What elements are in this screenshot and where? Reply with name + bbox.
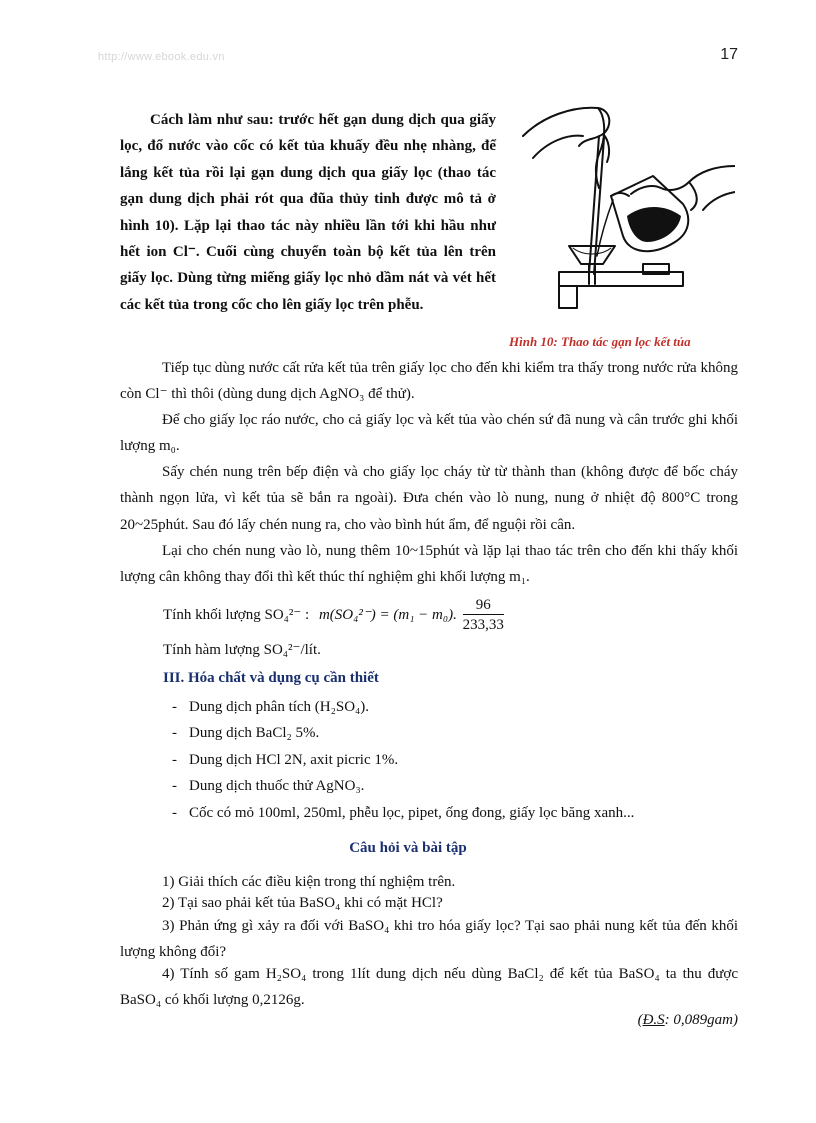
formula-label: Tính khối lượng SO₄²⁻ : <box>163 606 310 623</box>
content-line: Tính hàm lượng SO₄²⁻/lít. <box>163 642 321 658</box>
paragraph-heat: Sấy chén nung trên bếp điện và cho giấy lọc cháy từ từ thành than (không được để bốc cháy thành ngọn lửa, vì kết tủa sẽ bắn ra ngoài). Đưa chén vào lò nung, nung ở nhiệt độ 800°C trong 20~25phút. Sau đó lấy chén nung ra, cho vào bình hút ẩm, để nguội rồi cân. <box>120 464 738 533</box>
list-item: - Dung dịch HCl 2N, axit picric 1%. <box>172 747 634 773</box>
answer: (Đ.S: 0,089gam) <box>637 1012 738 1028</box>
intro-paragraph <box>120 107 496 318</box>
figure-caption: Hình 10: Thao tác gạn lọc kết tủa <box>509 334 691 349</box>
page-number: 17 <box>720 46 738 63</box>
question-1: 1) Giải thích các điều kiện trong thí nghiệm trên. <box>162 874 456 890</box>
header-url[interactable]: http://www.ebook.edu.vn <box>98 51 225 63</box>
answer-value: : 0,089gam) <box>664 1012 738 1028</box>
list-item: - Cốc có mỏ 100ml, 250ml, phễu lọc, pipet, ống đong, giấy lọc băng xanh... <box>172 800 634 826</box>
filtration-illustration <box>503 96 735 326</box>
formula-numerator: 96 <box>463 596 504 615</box>
list-item: - Dung dịch thuốc thử AgNO₃. <box>172 773 634 799</box>
paragraph-rinse: Tiếp tục dùng nước cất rửa kết tủa trên giấy lọc cho đến khi kiểm tra thấy trong nước rửa không còn Cl⁻ thì thôi (dùng dung dịch AgNO₃ để thử). <box>120 360 738 403</box>
paragraph-repeat: Lại cho chén nung vào lò, nung thêm 10~15phút và lặp lại thao tác trên cho đến khi thấy khối lượng cân không thay đổi thì kết thúc thí nghiệm ghi khối lượng m₁. <box>120 543 738 586</box>
question-2: 2) Tại sao phải kết tủa BaSO₄ khi có mặt HCl? <box>162 895 443 911</box>
formula-expression: m(SO₄²⁻) = (m₁ − m₀). <box>318 606 457 623</box>
list-item: - Dung dịch BaCl₂ 5%. <box>172 720 634 746</box>
questions-heading: Câu hỏi và bài tập <box>349 840 467 856</box>
paragraph-dry: Để cho giấy lọc ráo nước, cho cả giấy lọc và kết tủa vào chén sứ đã nung và cân trước ghi khối lượng m₀. <box>120 412 738 455</box>
materials-list <box>172 694 634 826</box>
list-item: - Dung dịch phân tích (H₂SO₄). <box>172 694 634 720</box>
intro-text: Cách làm như sau: trước hết gạn dung dịch qua giấy lọc, đổ nước vào cốc có kết tủa khuấy đều nhẹ nhàng, để lắng kết tủa rồi lại gạn dung dịch qua giấy lọc (thao tác gạn dung dịch phải rót qua đũa thủy tinh được mô tả ở hình 10). Lặp lại thao tác này nhiều lần tới khi hầu như hết ion Cl⁻. Cuối cùng chuyển toàn bộ kết tủa lên trên giấy lọc. Dùng từng miếng giấy lọc nhỏ dầm nát và vét hết các kết tủa trong cốc cho lên giấy lọc trên phễu. <box>120 112 496 313</box>
section-3-heading: III. Hóa chất và dụng cụ cần thiết <box>163 670 379 686</box>
question-4: 4) Tính số gam H₂SO₄ trong 1lít dung dịch nếu dùng BaCl₂ để kết tủa BaSO₄ ta thu được BaSO₄ có khối lượng 0,2126g. <box>120 966 738 1009</box>
question-3: 3) Phản ứng gì xảy ra đối với BaSO₄ khi tro hóa giấy lọc? Tại sao phải nung kết tủa đến khối lượng không đổi? <box>120 918 738 961</box>
formula-fraction <box>463 596 504 635</box>
answer-label: Đ.S <box>642 1012 665 1028</box>
formula-denominator: 233,33 <box>462 617 504 633</box>
formula-line <box>163 596 504 635</box>
